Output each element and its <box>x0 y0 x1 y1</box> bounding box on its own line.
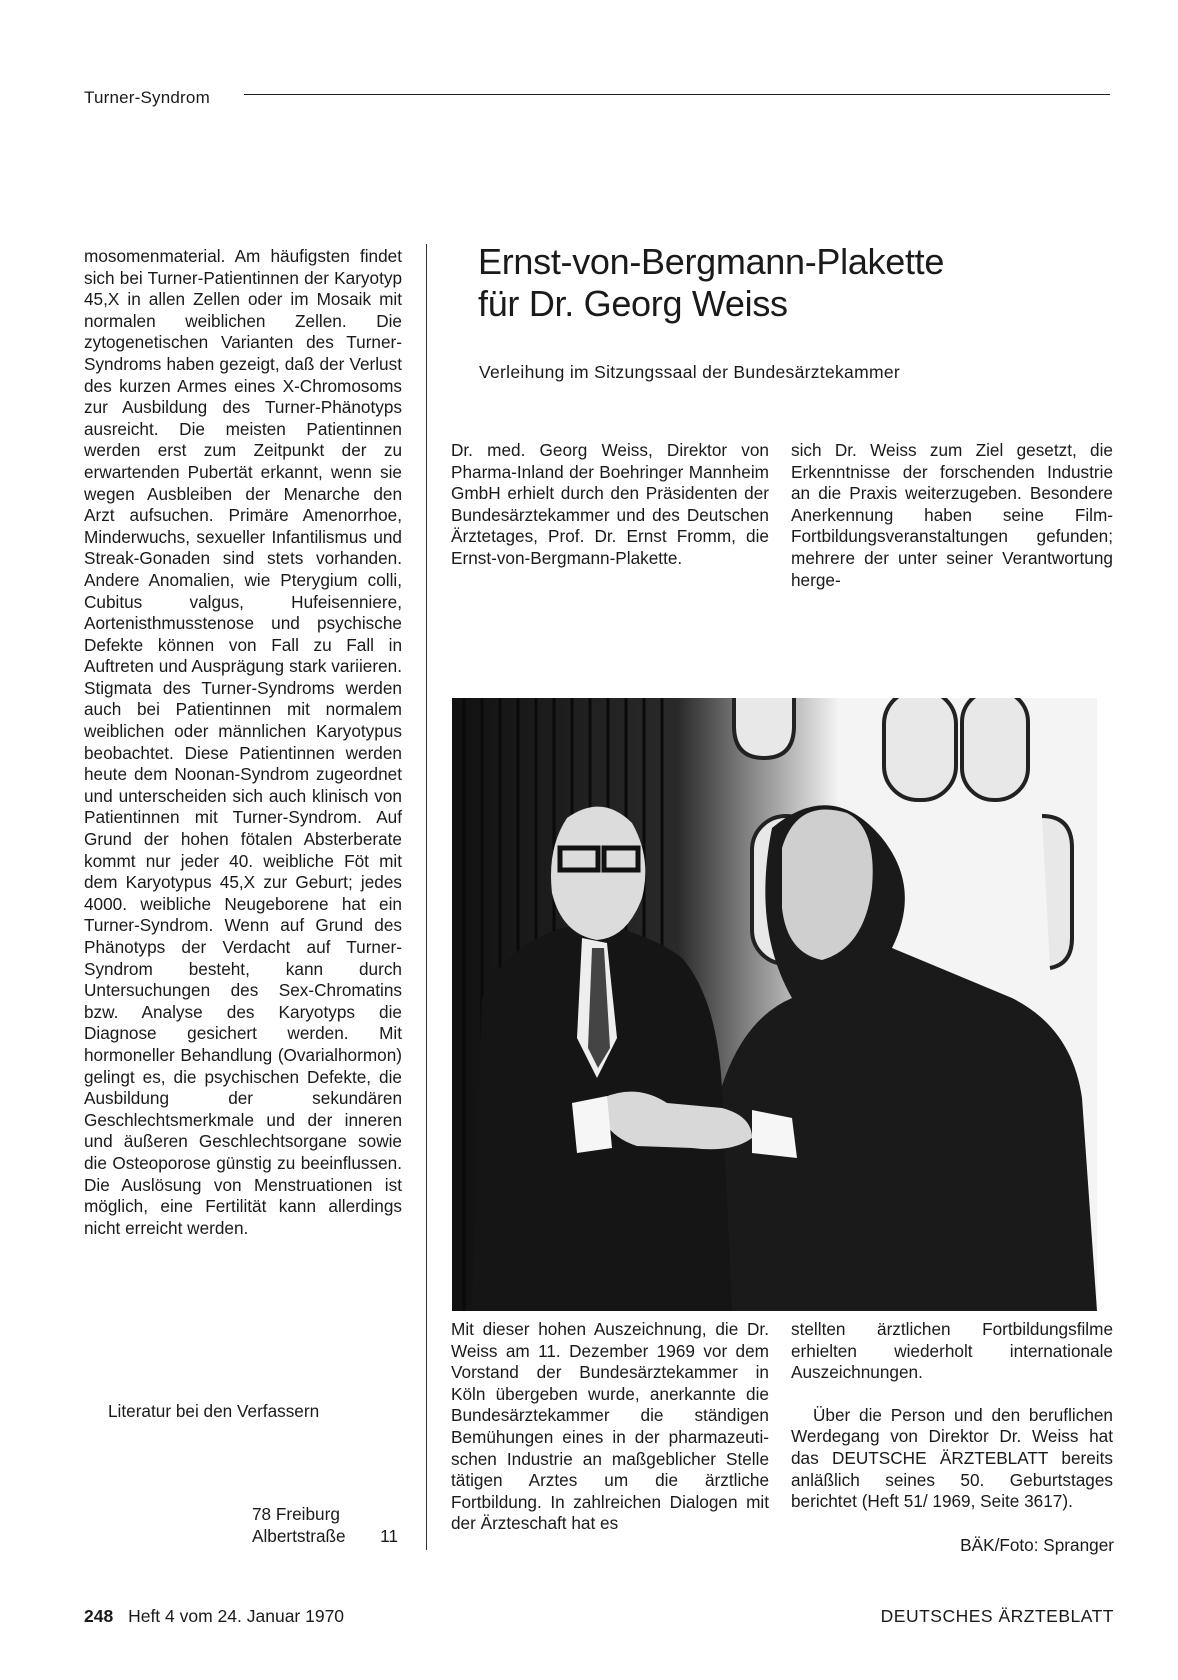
article-title-line-1: Ernst-von-Bergmann-Plakette <box>478 241 945 282</box>
article-intro-text: Dr. med. Georg Weiss, Direktor von Pharma-Inland der Boehringer Mannheim GmbH erhielt durch den Präsidenten der Bundesärztekammer und des Deutschen Ärztetages, Prof. Dr. Ernst Fromm, die Ernst-von-Bergmann-Plakette. <box>451 440 769 568</box>
article-body-text: Mit dieser hohen Auszeichnung, die Dr. Weiss am 11. Dezember 1969 vor dem Vorstand der Bundesärztekammer in Köln übergeben wurde, anerkannte die Bundesärztekammer die ständigen Bemühungen eines in der pharmazeutischen Industrie an maßgeblicher Stelle tätigen Arztes um die ärztliche Fortbildung. In zahlreichen Dialogen mit der Ärzteschaft hat es <box>451 1319 769 1534</box>
page-number: 248 <box>84 1606 114 1626</box>
left-column <box>84 246 402 1239</box>
footer-left <box>84 1606 344 1627</box>
article-title-line-2: für Dr. Georg Weiss <box>478 283 788 324</box>
article-column-b-bottom <box>791 1319 1113 1513</box>
literature-note: Literatur bei den Verfassern <box>108 1401 320 1421</box>
article-column-a-bottom <box>451 1319 769 1535</box>
left-column-text: mosomenmaterial. Am häufigsten findet sich bei Turner-Patientinnen der Karyotyp 45,X in allen Zellen oder im Mosaik mit normalen weiblichen Zellen. Die zytogenetischen Varianten des Turner-Syndroms haben gezeigt, daß der Verlust des kurzen Armes eines X-Chromosoms zur Ausbildung des Turner-Phänotyps ausreicht. Die meisten Patientinnen werden erst zum Zeitpunkt der zu erwartenden Pubertät erkannt, wenn sie wegen Ausbleiben der Menarche den Arzt aufsuchen. Primäre Amenorrhoe, Minderwuchs, sexueller Infantilismus und Streak-Gonaden sind stets vorhanden. Andere Anomalien, wie Pterygium colli, Cubitus valgus, Hufeisenniere, Aortenisthmusstenose und psychische Defekte können von Fall zu Fall in Auftreten und Ausprägung stark variieren. Stigmata des Turner-Syndroms werden auch bei Patientinnen mit normalem weiblichen oder männlichen Karyotypus beobachtet. Diese Patientinnen werden heute dem Noonan-Syndrom zugeordnet und unterscheiden sich auch klinisch von Patientinnen mit Turner-Syndrom. Auf Grund der hohen fötalen Absterberate kommt nur jeder 40. weibliche Föt mit dem Karyotypus 45,X zur Geburt; jedes 4000. weibliche Neugeborene hat ein Turner-Syndrom. Wenn auf Grund des Phänotyps der Verdacht auf Turner-Syndrom besteht, kann durch Untersuchungen des Sex-Chromatins bzw. Analyse des Karyotyps die Diagnose gesichert werden. Mit hormoneller Behandlung (Ovarialhormon) gelingt es, die psychischen Defekte, die Ausbildung der sekundären Geschlechtsmerkmale und der inneren und äußeren Geschlechtsorgane sowie die Osteoporose günstig zu beeinflussen. Die Auslösung von Menstruationen ist möglich, eine Fertilität kann allerdings nicht erreicht werden. <box>84 246 402 1238</box>
address-number: 11 <box>380 1526 398 1546</box>
address-city: 78 Freiburg <box>252 1504 340 1524</box>
article-body-text-3: Über die Person und den beruflichen Werdegang von Direktor Dr. Weiss hat das DEUTSCHE ÄRZTEBLATT bereits anläßlich seines 50. Geburtstages berichtet (Heft 51/ 1969, Seite 3617). <box>791 1404 1113 1512</box>
column-divider <box>426 244 427 1550</box>
author-address <box>252 1503 398 1547</box>
article-column-a-top <box>451 440 769 570</box>
header-rule <box>244 94 1110 95</box>
article-column-b-top <box>791 440 1113 591</box>
address-street: Albertstraße <box>252 1526 346 1546</box>
article-title <box>478 241 1118 325</box>
article-continuation-text: sich Dr. Weiss zum Ziel gesetzt, die Erkenntnisse der forschenden Industrie an die Praxis weiterzugeben. Besondere Anerkennung haben seine Film-Fortbildungsveranstaltungen gefunden; mehrere der unter seiner Verantwortung herge- <box>791 440 1113 590</box>
article-body-text-2: stellten ärztlichen Fortbildungsfilme erhielten wiederholt internationale Auszeichnungen. <box>791 1319 1113 1383</box>
journal-name: DEUTSCHES ÄRZTEBLATT <box>880 1606 1114 1626</box>
photo-credit: BÄK/Foto: Spranger <box>960 1535 1114 1555</box>
issue-info: Heft 4 vom 24. Januar 1970 <box>128 1606 345 1626</box>
award-photo <box>452 698 1097 1311</box>
article-subtitle: Verleihung im Sitzungssaal der Bundesärztekammer <box>479 362 900 382</box>
running-head: Turner-Syndrom <box>84 88 210 107</box>
